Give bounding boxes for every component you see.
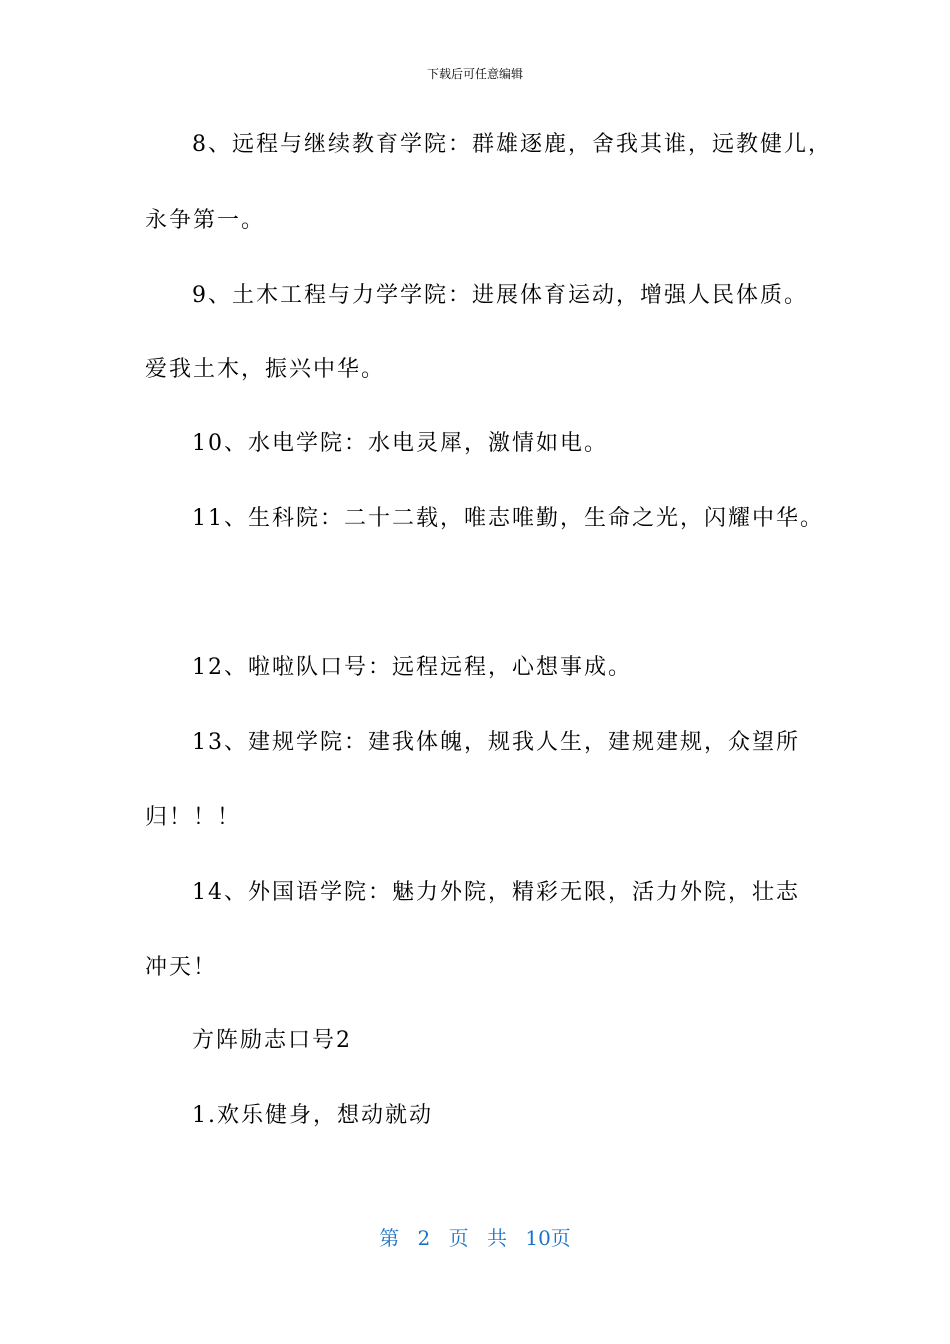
- paragraph-line-6: 11、生科院：二十二载，唯志唯勤，生命之光，闪耀中华。: [192, 506, 824, 531]
- paragraph-line-5: 10、水电学院：水电灵犀，激情如电。: [192, 431, 608, 456]
- footer-page-label: 页: [448, 1226, 469, 1250]
- paragraph-line-8: 13、建规学院：建我体魄，规我人生，建规建规，众望所: [192, 730, 800, 755]
- paragraph-line-3: 9、土木工程与力学学院：进展体育运动，增强人民体质。: [192, 283, 808, 308]
- paragraph-line-13: 1.欢乐健身，想动就动: [192, 1103, 433, 1128]
- footer-total-pages: 10页: [525, 1226, 571, 1250]
- section-heading: 方阵励志口号2: [192, 1028, 352, 1053]
- paragraph-line-4: 爱我土木，振兴中华。: [145, 357, 386, 382]
- paragraph-line-1: 8、远程与继续教育学院：群雄逐鹿，舍我其谁，远教健儿，: [192, 132, 832, 157]
- page-header: 下载后可任意编辑: [426, 67, 523, 81]
- paragraph-line-7: 12、啦啦队口号：远程远程，心想事成。: [192, 655, 632, 680]
- paragraph-line-9: 归！！！: [145, 805, 242, 830]
- paragraph-line-11: 冲天！: [145, 955, 218, 980]
- page-footer: [0, 1226, 950, 1250]
- footer-current-page: 2: [417, 1226, 431, 1250]
- paragraph-line-10: 14、外国语学院：魅力外院，精彩无限，活力外院，壮志: [192, 880, 800, 905]
- paragraph-line-2: 永争第一。: [145, 208, 266, 233]
- footer-prefix: 第: [379, 1226, 400, 1250]
- footer-total-label: 共: [487, 1226, 507, 1250]
